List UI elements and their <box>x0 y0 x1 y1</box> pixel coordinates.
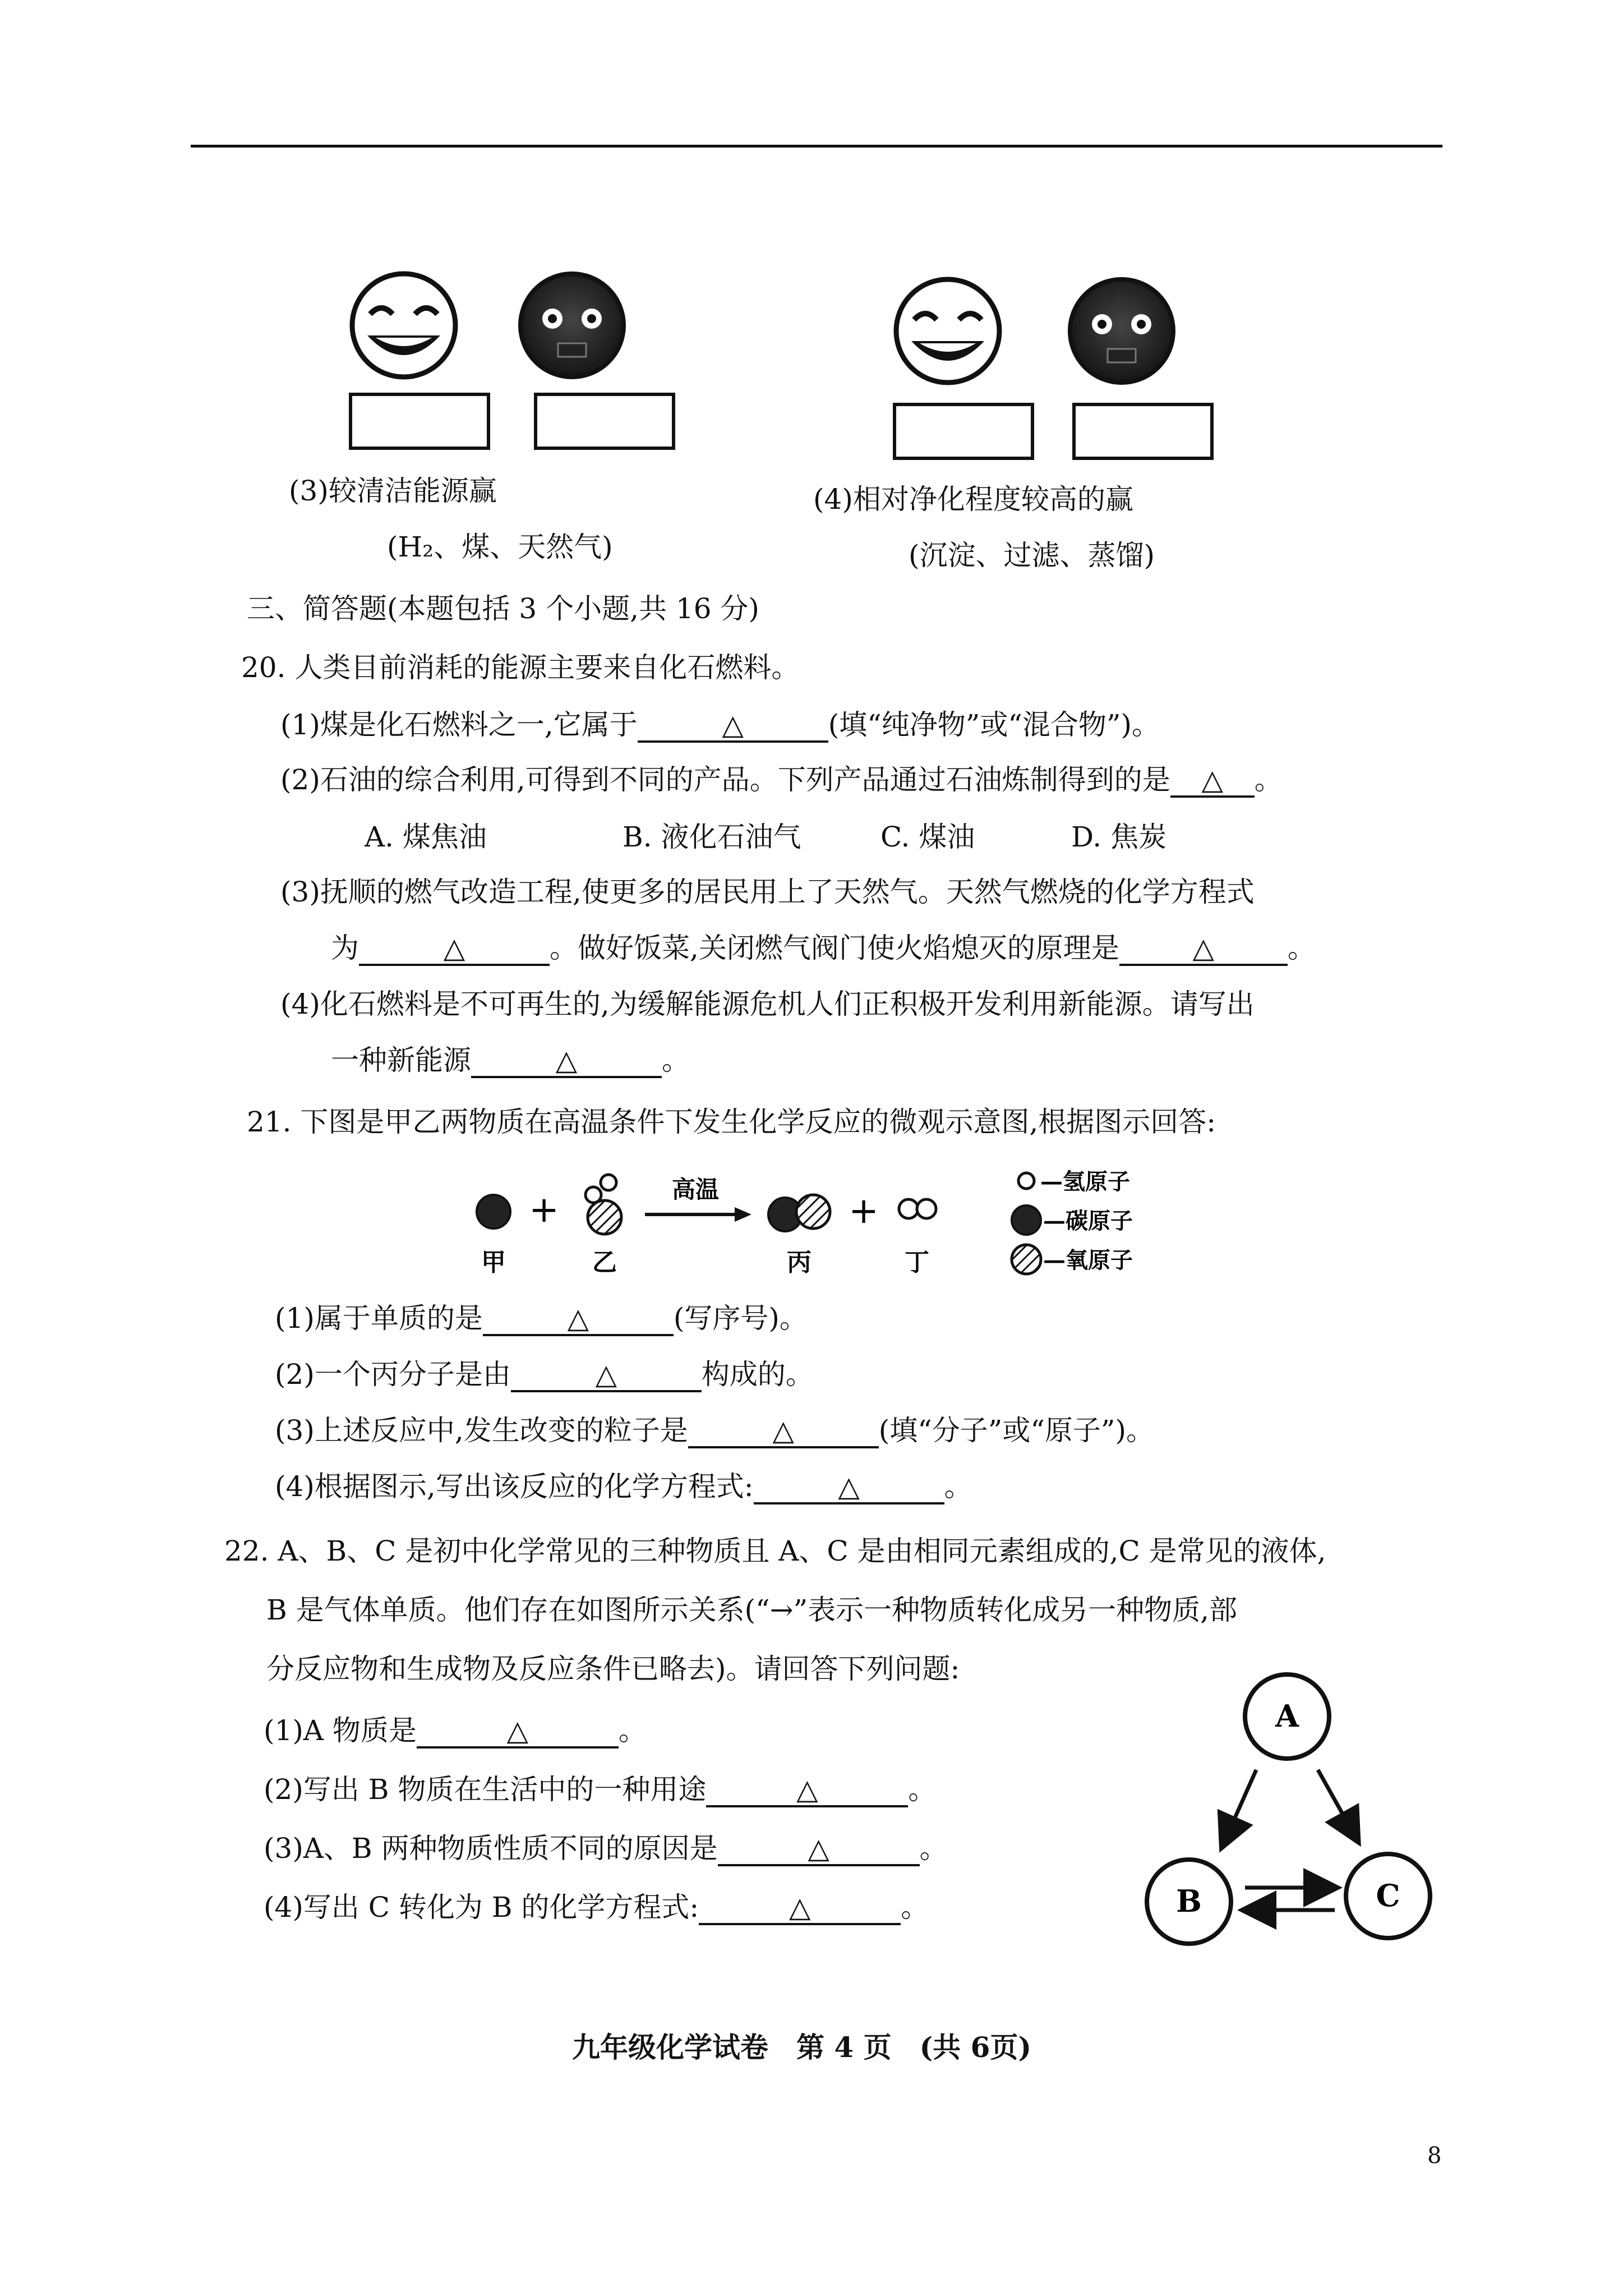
answer-blank[interactable]: △ <box>417 1715 619 1749</box>
label-bing: 丙 <box>787 1248 811 1277</box>
answer-blank[interactable]: △ <box>688 1415 879 1448</box>
carbon-monoxide-icon <box>768 1195 830 1231</box>
happy-face-icon <box>896 279 999 383</box>
carbon-atom-icon <box>1012 1205 1041 1235</box>
plus-sign: + <box>849 1190 879 1232</box>
q19-3-label: (3)较清洁能源赢 <box>289 475 497 507</box>
answer-blank[interactable]: △ <box>1170 765 1255 798</box>
answer-blank[interactable]: △ <box>483 1303 674 1336</box>
answer-blank[interactable]: △ <box>699 1892 901 1925</box>
answer-box-q4-clean[interactable] <box>893 403 1034 460</box>
reaction-diagram <box>460 1156 1245 1285</box>
q19-4-label: (4)相对净化程度较高的赢 <box>813 483 1133 516</box>
answer-blank[interactable]: △ <box>511 1359 702 1392</box>
abc-relation-diagram <box>1133 1672 1469 1963</box>
q20-part2: (2)石油的综合利用,可得到不同的产品。下列产品通过石油炼制得到的是 △ 。 <box>280 763 1283 798</box>
q21-stem: 21. 下图是甲乙两物质在高温条件下发生化学反应的微观示意图,根据图示回答: <box>247 1106 1216 1138</box>
section-title: 三、简答题(本题包括 3 个小题,共 16 分) <box>247 592 759 625</box>
happy-face-icon <box>352 274 455 377</box>
q22-stem-line3: 分反应物和生成物及反应条件已略去)。请回答下列问题: <box>266 1653 960 1685</box>
q20-option-b[interactable]: B. 液化石油气 <box>623 821 801 853</box>
q21-part4: (4)根据图示,写出该反应的化学方程式: △ 。 <box>275 1470 972 1504</box>
water-molecule-icon <box>585 1175 621 1234</box>
q21-part2: (2)一个丙分子是由 △ 构成的。 <box>275 1358 814 1392</box>
header-rule <box>191 145 1442 148</box>
hydrogen-atom-icon <box>1018 1173 1034 1189</box>
q21-part1: (1)属于单质的是 △ (写序号)。 <box>275 1301 808 1336</box>
answer-box-q4-dirty[interactable] <box>1072 403 1214 460</box>
answer-blank[interactable]: △ <box>638 710 828 743</box>
q20-option-a[interactable]: A. 煤焦油 <box>365 821 487 853</box>
condition-label: 高温 <box>671 1176 720 1203</box>
node-c-label: C <box>1376 1878 1400 1913</box>
answer-box-q3-dirty[interactable] <box>534 393 675 450</box>
node-b-label: B <box>1176 1883 1202 1919</box>
page-footer: 九年级化学试卷 第 4 页 (共 6页) <box>572 2031 1032 2064</box>
q20-stem: 20. 人类目前消耗的能源主要来自化石燃料。 <box>241 651 800 684</box>
legend-hydrogen: —氢原子 <box>1040 1168 1130 1195</box>
page-number: 8 <box>1427 2143 1442 2169</box>
label-yi: 乙 <box>592 1248 617 1277</box>
q20-part4-line2: 一种新能源 △ 。 <box>331 1043 690 1078</box>
answer-blank[interactable]: △ <box>706 1774 908 1807</box>
q22-part4: (4)写出 C 转化为 B 的化学方程式: △ 。 <box>264 1890 929 1925</box>
arrow-a-to-c <box>1318 1770 1357 1840</box>
q19-4-options: (沉淀、过滤、蒸馏) <box>909 539 1155 572</box>
arrow-a-to-b <box>1223 1770 1256 1846</box>
legend-oxygen: —氧原子 <box>1043 1247 1133 1273</box>
q20-part3-line2: 为 △ 。做好饭菜,关闭燃气阀门使火焰熄灭的原理是 △ 。 <box>331 931 1316 966</box>
answer-blank[interactable]: △ <box>754 1471 944 1504</box>
answer-box-q3-clean[interactable] <box>349 393 490 450</box>
sad-dark-face-icon <box>520 274 624 377</box>
legend-carbon: —碳原子 <box>1043 1208 1133 1234</box>
q22-part1: (1)A 物质是 △ 。 <box>264 1714 647 1749</box>
q19-3-options: (H₂、煤、天然气) <box>387 531 613 563</box>
node-a-label: A <box>1275 1698 1299 1734</box>
q20-option-d[interactable]: D. 焦炭 <box>1071 821 1167 853</box>
q20-part3-line1: (3)抚顺的燃气改造工程,使更多的居民用上了天然气。天然气燃烧的化学方程式 <box>280 876 1255 908</box>
label-jia: 甲 <box>481 1248 506 1277</box>
q21-part3: (3)上述反应中,发生改变的粒子是 △ (填“分子”或“原子”)。 <box>275 1414 1154 1448</box>
sad-dark-face-icon <box>1070 279 1173 383</box>
q22-stem-line2: B 是气体单质。他们存在如图所示关系(“→”表示一种物质转化成另一种物质,部 <box>266 1594 1238 1626</box>
q22-stem-line1: 22. A、B、C 是初中化学常见的三种物质且 A、C 是由相同元素组成的,C 是常见的液体, <box>224 1535 1326 1567</box>
q22-part3: (3)A、B 两种物质性质不同的原因是 △ 。 <box>264 1832 948 1866</box>
q20-part4-line1: (4)化石燃料是不可再生的,为缓解能源危机人们正积极开发利用新能源。请写出 <box>280 988 1255 1020</box>
plus-sign: + <box>529 1189 559 1231</box>
answer-blank[interactable]: △ <box>471 1045 662 1078</box>
carbon-atom-icon <box>477 1195 510 1228</box>
label-ding: 丁 <box>905 1248 929 1277</box>
answer-blank[interactable]: △ <box>718 1833 920 1866</box>
q20-option-c[interactable]: C. 煤油 <box>880 821 975 853</box>
hydrogen-molecule-icon <box>899 1199 936 1218</box>
q20-part1: (1)煤是化石燃料之一,它属于 △ (填“纯净物”或“混合物”)。 <box>280 708 1160 743</box>
answer-blank[interactable]: △ <box>1119 933 1288 966</box>
oxygen-atom-icon <box>1012 1245 1041 1274</box>
answer-blank[interactable]: △ <box>359 933 550 966</box>
q22-part2: (2)写出 B 物质在生活中的一种用途 △ 。 <box>264 1773 936 1807</box>
